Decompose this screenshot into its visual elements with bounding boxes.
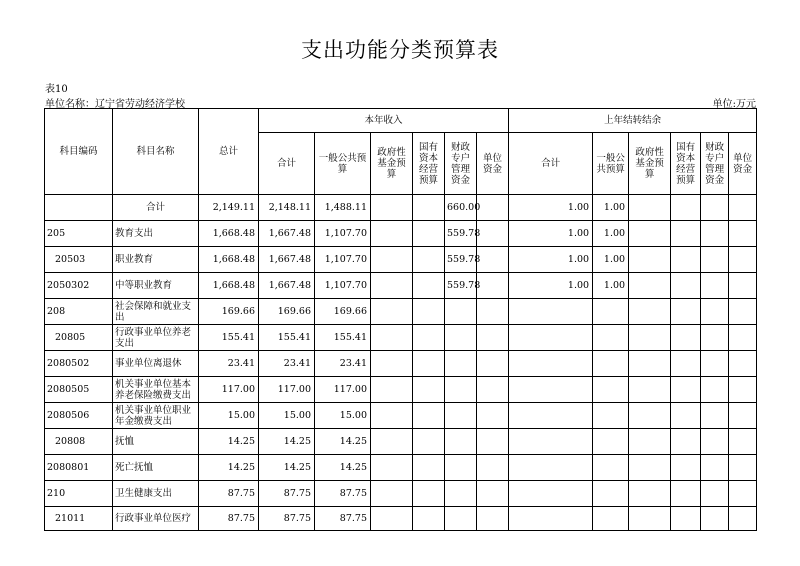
budget-table — [44, 108, 757, 531]
currency-unit-label: 单位:万元 — [712, 99, 756, 110]
cell-code: 2080502 — [45, 351, 113, 377]
cell-cy-fiscal-special — [445, 351, 477, 377]
cell-co-general — [593, 299, 629, 325]
cell-cy-sum: 2,148.11 — [259, 195, 315, 221]
table-row — [45, 299, 757, 325]
table-row — [45, 455, 757, 481]
cell-total: 14.25 — [199, 429, 259, 455]
cell-name: 社会保障和就业支出 — [113, 299, 199, 325]
header-co-sum: 合计 — [509, 133, 593, 195]
cell-co-sum — [509, 429, 593, 455]
header-total: 总计 — [199, 109, 259, 195]
cell-cy-unit-fund — [477, 325, 509, 351]
cell-cy-fiscal-special: 559.78 — [445, 273, 477, 299]
cell-name: 中等职业教育 — [113, 273, 199, 299]
cell-code: 2080505 — [45, 377, 113, 403]
cell-co-sum — [509, 507, 593, 531]
cell-co-fiscal-special — [701, 429, 729, 455]
cell-cy-state-capital — [413, 247, 445, 273]
table-row — [45, 507, 757, 531]
cell-code: 205 — [45, 221, 113, 247]
cell-co-state-capital — [671, 273, 701, 299]
cell-code: 2080801 — [45, 455, 113, 481]
cell-co-state-capital — [671, 403, 701, 429]
cell-co-gov-fund — [629, 377, 671, 403]
cell-co-state-capital — [671, 455, 701, 481]
cell-co-general: 1.00 — [593, 247, 629, 273]
cell-cy-unit-fund — [477, 429, 509, 455]
cell-cy-gov-fund — [371, 481, 413, 507]
cell-cy-gov-fund — [371, 403, 413, 429]
header-cy-state-capital: 国有资本经营预算 — [413, 133, 445, 195]
cell-co-fiscal-special — [701, 507, 729, 531]
cell-co-state-capital — [671, 377, 701, 403]
cell-code: 20503 — [45, 247, 113, 273]
cell-total: 169.66 — [199, 299, 259, 325]
cell-cy-general: 169.66 — [315, 299, 371, 325]
cell-co-unit-fund — [729, 507, 757, 531]
cell-name: 抚恤 — [113, 429, 199, 455]
cell-cy-state-capital — [413, 455, 445, 481]
cell-cy-general: 23.41 — [315, 351, 371, 377]
cell-cy-fiscal-special — [445, 429, 477, 455]
cell-name: 死亡抚恤 — [113, 455, 199, 481]
cell-cy-general: 14.25 — [315, 455, 371, 481]
cell-co-unit-fund — [729, 273, 757, 299]
table-row — [45, 221, 757, 247]
header-co-state-capital: 国有资本经营预算 — [671, 133, 701, 195]
cell-cy-fiscal-special: 660.00 — [445, 195, 477, 221]
cell-cy-unit-fund — [477, 351, 509, 377]
cell-co-fiscal-special — [701, 247, 729, 273]
cell-cy-state-capital — [413, 377, 445, 403]
cell-total: 1,668.48 — [199, 273, 259, 299]
cell-cy-unit-fund — [477, 455, 509, 481]
cell-cy-unit-fund — [477, 221, 509, 247]
cell-co-gov-fund — [629, 221, 671, 247]
table-row — [45, 273, 757, 299]
cell-co-gov-fund — [629, 455, 671, 481]
cell-total: 1,668.48 — [199, 247, 259, 273]
cell-co-state-capital — [671, 481, 701, 507]
cell-name: 职业教育 — [113, 247, 199, 273]
cell-cy-gov-fund — [371, 325, 413, 351]
cell-co-unit-fund — [729, 299, 757, 325]
cell-co-unit-fund — [729, 481, 757, 507]
cell-cy-gov-fund — [371, 455, 413, 481]
cell-co-state-capital — [671, 221, 701, 247]
cell-cy-unit-fund — [477, 377, 509, 403]
cell-co-state-capital — [671, 429, 701, 455]
cell-code: 2050302 — [45, 273, 113, 299]
cell-total: 2,149.11 — [199, 195, 259, 221]
cell-co-unit-fund — [729, 325, 757, 351]
cell-co-sum — [509, 403, 593, 429]
cell-co-fiscal-special — [701, 273, 729, 299]
cell-co-unit-fund — [729, 377, 757, 403]
cell-co-gov-fund — [629, 481, 671, 507]
cell-cy-fiscal-special — [445, 507, 477, 531]
header-name: 科目名称 — [113, 109, 199, 195]
cell-co-gov-fund — [629, 273, 671, 299]
header-carryover: 上年结转结余 — [509, 109, 757, 133]
header-cy-unit-fund: 单位资金 — [477, 133, 509, 195]
cell-cy-gov-fund — [371, 195, 413, 221]
cell-name: 合计 — [113, 195, 199, 221]
unit-name-label: 单位名称：辽宁省劳动经济学校 — [45, 99, 185, 110]
cell-co-state-capital — [671, 507, 701, 531]
cell-cy-gov-fund — [371, 377, 413, 403]
table-row — [45, 377, 757, 403]
cell-cy-gov-fund — [371, 507, 413, 531]
cell-co-gov-fund — [629, 247, 671, 273]
cell-total: 87.75 — [199, 481, 259, 507]
cell-co-unit-fund — [729, 195, 757, 221]
cell-cy-general: 87.75 — [315, 507, 371, 531]
cell-co-sum — [509, 325, 593, 351]
cell-cy-gov-fund — [371, 351, 413, 377]
cell-cy-general: 14.25 — [315, 429, 371, 455]
page-title: 支出功能分类预算表 — [301, 38, 499, 62]
cell-co-gov-fund — [629, 351, 671, 377]
cell-co-unit-fund — [729, 403, 757, 429]
cell-co-sum: 1.00 — [509, 247, 593, 273]
cell-cy-fiscal-special — [445, 481, 477, 507]
cell-co-gov-fund — [629, 507, 671, 531]
cell-co-sum: 1.00 — [509, 195, 593, 221]
table-row — [45, 195, 757, 221]
cell-co-fiscal-special — [701, 455, 729, 481]
cell-name: 行政事业单位医疗 — [113, 507, 199, 531]
cell-cy-general: 155.41 — [315, 325, 371, 351]
header-co-unit-fund: 单位资金 — [729, 133, 757, 195]
cell-cy-state-capital — [413, 195, 445, 221]
cell-co-general: 1.00 — [593, 195, 629, 221]
cell-cy-sum: 14.25 — [259, 455, 315, 481]
cell-cy-unit-fund — [477, 247, 509, 273]
cell-co-unit-fund — [729, 247, 757, 273]
cell-cy-general: 87.75 — [315, 481, 371, 507]
cell-co-gov-fund — [629, 195, 671, 221]
table-number: 表10 — [45, 84, 68, 95]
header-co-general: 一般公共预算 — [593, 133, 629, 195]
cell-co-state-capital — [671, 351, 701, 377]
cell-co-general — [593, 377, 629, 403]
header-cy-sum: 合计 — [259, 133, 315, 195]
cell-cy-state-capital — [413, 299, 445, 325]
cell-co-gov-fund — [629, 429, 671, 455]
cell-cy-gov-fund — [371, 299, 413, 325]
cell-cy-fiscal-special — [445, 325, 477, 351]
header-cy-gov-fund: 政府性基金预算 — [371, 133, 413, 195]
cell-cy-unit-fund — [477, 507, 509, 531]
cell-co-state-capital — [671, 195, 701, 221]
table-row — [45, 351, 757, 377]
cell-name: 卫生健康支出 — [113, 481, 199, 507]
cell-co-general — [593, 429, 629, 455]
table-row — [45, 403, 757, 429]
cell-cy-fiscal-special: 559.78 — [445, 221, 477, 247]
cell-co-sum: 1.00 — [509, 273, 593, 299]
cell-cy-state-capital — [413, 429, 445, 455]
cell-cy-gov-fund — [371, 247, 413, 273]
cell-cy-sum: 87.75 — [259, 507, 315, 531]
cell-name: 机关事业单位职业年金缴费支出 — [113, 403, 199, 429]
cell-co-fiscal-special — [701, 403, 729, 429]
cell-cy-gov-fund — [371, 221, 413, 247]
cell-co-unit-fund — [729, 455, 757, 481]
header-co-gov-fund: 政府性基金预算 — [629, 133, 671, 195]
cell-cy-gov-fund — [371, 429, 413, 455]
cell-co-state-capital — [671, 325, 701, 351]
cell-code: 20805 — [45, 325, 113, 351]
cell-co-gov-fund — [629, 299, 671, 325]
cell-co-gov-fund — [629, 403, 671, 429]
table-row — [45, 325, 757, 351]
cell-co-fiscal-special — [701, 377, 729, 403]
cell-total: 87.75 — [199, 507, 259, 531]
cell-cy-sum: 1,667.48 — [259, 221, 315, 247]
cell-total: 23.41 — [199, 351, 259, 377]
cell-code — [45, 195, 113, 221]
cell-co-unit-fund — [729, 221, 757, 247]
cell-co-state-capital — [671, 247, 701, 273]
cell-cy-unit-fund — [477, 403, 509, 429]
cell-co-general — [593, 481, 629, 507]
cell-cy-unit-fund — [477, 481, 509, 507]
cell-co-fiscal-special — [701, 481, 729, 507]
cell-co-general: 1.00 — [593, 273, 629, 299]
cell-total: 1,668.48 — [199, 221, 259, 247]
cell-cy-sum: 1,667.48 — [259, 273, 315, 299]
cell-cy-state-capital — [413, 507, 445, 531]
cell-co-general: 1.00 — [593, 221, 629, 247]
cell-code: 21011 — [45, 507, 113, 531]
table-row — [45, 247, 757, 273]
cell-cy-fiscal-special — [445, 455, 477, 481]
cell-total: 14.25 — [199, 455, 259, 481]
cell-co-fiscal-special — [701, 299, 729, 325]
cell-co-unit-fund — [729, 429, 757, 455]
cell-co-sum — [509, 481, 593, 507]
cell-co-fiscal-special — [701, 351, 729, 377]
table-row — [45, 481, 757, 507]
table-row — [45, 429, 757, 455]
cell-co-general — [593, 507, 629, 531]
cell-cy-state-capital — [413, 221, 445, 247]
cell-cy-fiscal-special: 559.78 — [445, 247, 477, 273]
header-cy-general: 一般公共预算 — [315, 133, 371, 195]
cell-cy-sum: 23.41 — [259, 351, 315, 377]
cell-cy-sum: 169.66 — [259, 299, 315, 325]
cell-cy-state-capital — [413, 351, 445, 377]
cell-co-sum — [509, 299, 593, 325]
cell-co-sum — [509, 351, 593, 377]
cell-total: 117.00 — [199, 377, 259, 403]
cell-co-fiscal-special — [701, 325, 729, 351]
cell-co-sum: 1.00 — [509, 221, 593, 247]
cell-cy-general: 1,107.70 — [315, 273, 371, 299]
cell-co-general — [593, 403, 629, 429]
cell-cy-unit-fund — [477, 195, 509, 221]
header-code: 科目编码 — [45, 109, 113, 195]
cell-name: 机关事业单位基本养老保险缴费支出 — [113, 377, 199, 403]
cell-total: 15.00 — [199, 403, 259, 429]
cell-co-gov-fund — [629, 325, 671, 351]
cell-cy-state-capital — [413, 481, 445, 507]
cell-cy-sum: 117.00 — [259, 377, 315, 403]
cell-cy-state-capital — [413, 273, 445, 299]
cell-co-state-capital — [671, 299, 701, 325]
cell-co-general — [593, 351, 629, 377]
cell-co-unit-fund — [729, 351, 757, 377]
cell-code: 208 — [45, 299, 113, 325]
cell-total: 155.41 — [199, 325, 259, 351]
cell-cy-general: 1,488.11 — [315, 195, 371, 221]
cell-co-sum — [509, 377, 593, 403]
cell-co-general — [593, 325, 629, 351]
cell-cy-unit-fund — [477, 273, 509, 299]
header-cy-fiscal-special: 财政专户管理资金 — [445, 133, 477, 195]
cell-name: 事业单位离退休 — [113, 351, 199, 377]
cell-co-fiscal-special — [701, 195, 729, 221]
header-current-year: 本年收入 — [259, 109, 509, 133]
cell-cy-general: 1,107.70 — [315, 247, 371, 273]
cell-cy-fiscal-special — [445, 299, 477, 325]
cell-cy-general: 1,107.70 — [315, 221, 371, 247]
cell-code: 2080506 — [45, 403, 113, 429]
header-co-fiscal-special: 财政专户管理资金 — [701, 133, 729, 195]
cell-code: 210 — [45, 481, 113, 507]
cell-cy-gov-fund — [371, 273, 413, 299]
cell-cy-sum: 15.00 — [259, 403, 315, 429]
cell-name: 教育支出 — [113, 221, 199, 247]
cell-cy-state-capital — [413, 403, 445, 429]
cell-co-fiscal-special — [701, 221, 729, 247]
cell-cy-fiscal-special — [445, 377, 477, 403]
cell-cy-state-capital — [413, 325, 445, 351]
cell-cy-fiscal-special — [445, 403, 477, 429]
cell-co-general — [593, 455, 629, 481]
cell-cy-sum: 14.25 — [259, 429, 315, 455]
cell-cy-sum: 87.75 — [259, 481, 315, 507]
cell-cy-general: 15.00 — [315, 403, 371, 429]
cell-cy-sum: 155.41 — [259, 325, 315, 351]
cell-code: 20808 — [45, 429, 113, 455]
cell-cy-sum: 1,667.48 — [259, 247, 315, 273]
cell-name: 行政事业单位养老支出 — [113, 325, 199, 351]
cell-cy-unit-fund — [477, 299, 509, 325]
cell-cy-general: 117.00 — [315, 377, 371, 403]
cell-co-sum — [509, 455, 593, 481]
